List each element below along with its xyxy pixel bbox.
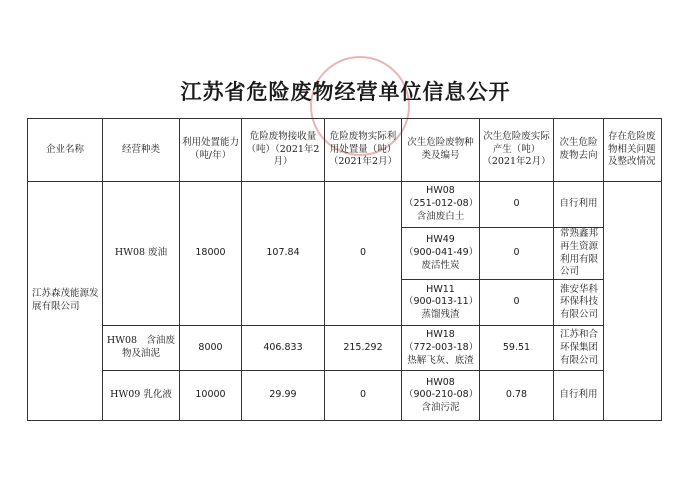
destination-cell: 常熟鑫邦再生资源利用有限公司	[554, 228, 604, 280]
destination-cell: 淮安华科环保科技有限公司	[554, 280, 604, 326]
destination-cell: 江苏和合环保集团有限公司	[554, 326, 604, 371]
category-cell: HW08 含油废物及油泥	[103, 326, 180, 371]
waste-code: （772-003-18）	[404, 341, 479, 353]
disposed-cell: 0	[325, 182, 402, 326]
destination-cell: 自行利用	[554, 371, 604, 421]
secondary-waste-cell	[402, 182, 480, 228]
info-table	[27, 118, 662, 421]
secondary-waste-cell	[402, 280, 480, 326]
capacity-cell: 18000	[180, 182, 242, 326]
waste-name: 热解飞灰、底渣	[407, 354, 474, 366]
waste-name: 废活性炭	[421, 260, 460, 272]
waste-name: 蒸馏残渣	[421, 309, 460, 321]
header-category: 经营种类	[103, 119, 180, 182]
company-name: 江苏森茂能源发展有限公司	[28, 182, 103, 421]
header-capacity: 利用处置能力（吨/年）	[180, 119, 242, 182]
waste-code: （900-210-08）	[404, 389, 479, 401]
secondary-amount-cell: 0	[480, 182, 554, 228]
table-row	[28, 371, 662, 421]
header-issues: 存在危险废物相关问题及整改情况	[604, 119, 662, 182]
waste-hw-code: HW08	[426, 185, 455, 197]
header-received: 危险废物接收量（吨）（2021年2月）	[242, 119, 325, 182]
header-secondary-amount: 次生危险废实际产生（吨）（2021年2月）	[480, 119, 554, 182]
category-cell: HW09 乳化液	[103, 371, 180, 421]
table-row	[28, 326, 662, 371]
header-secondary-type: 次生危险废物种类及编号	[402, 119, 480, 182]
secondary-amount-cell: 59.51	[480, 326, 554, 371]
received-cell: 406.833	[242, 326, 325, 371]
issues-cell	[604, 182, 662, 421]
capacity-cell: 10000	[180, 371, 242, 421]
secondary-amount-cell: 0.78	[480, 371, 554, 421]
received-cell: 29.99	[242, 371, 325, 421]
category-cell: HW08 废油	[103, 182, 180, 326]
header-company: 企业名称	[28, 119, 103, 182]
waste-name: 含油污泥	[421, 402, 460, 414]
waste-code: （251-012-08）	[404, 198, 479, 210]
table-row	[28, 182, 662, 228]
waste-hw-code: HW18	[426, 329, 455, 341]
disposed-cell: 0	[325, 371, 402, 421]
secondary-waste-cell	[402, 228, 480, 280]
capacity-cell: 8000	[180, 326, 242, 371]
waste-hw-code: HW11	[426, 283, 455, 295]
header-disposed: 危险废物实际利用处置量（吨）（2021年2月）	[325, 119, 402, 182]
secondary-waste-cell	[402, 371, 480, 421]
secondary-amount-cell: 0	[480, 228, 554, 280]
waste-hw-code: HW49	[426, 234, 455, 246]
disposed-cell: 215.292	[325, 326, 402, 371]
secondary-waste-cell	[402, 326, 480, 371]
destination-cell: 自行利用	[554, 182, 604, 228]
received-cell: 107.84	[242, 182, 325, 326]
secondary-amount-cell: 0	[480, 280, 554, 326]
page-title: 江苏省危险废物经营单位信息公开	[180, 80, 511, 104]
waste-code: （900-013-11）	[404, 296, 479, 308]
waste-hw-code: HW08	[426, 376, 455, 388]
waste-code: （900-041-49）	[404, 247, 479, 259]
waste-name: 含油废白土	[416, 210, 465, 222]
table-header-row	[28, 119, 662, 182]
header-destination: 次生危险废物去向	[554, 119, 604, 182]
